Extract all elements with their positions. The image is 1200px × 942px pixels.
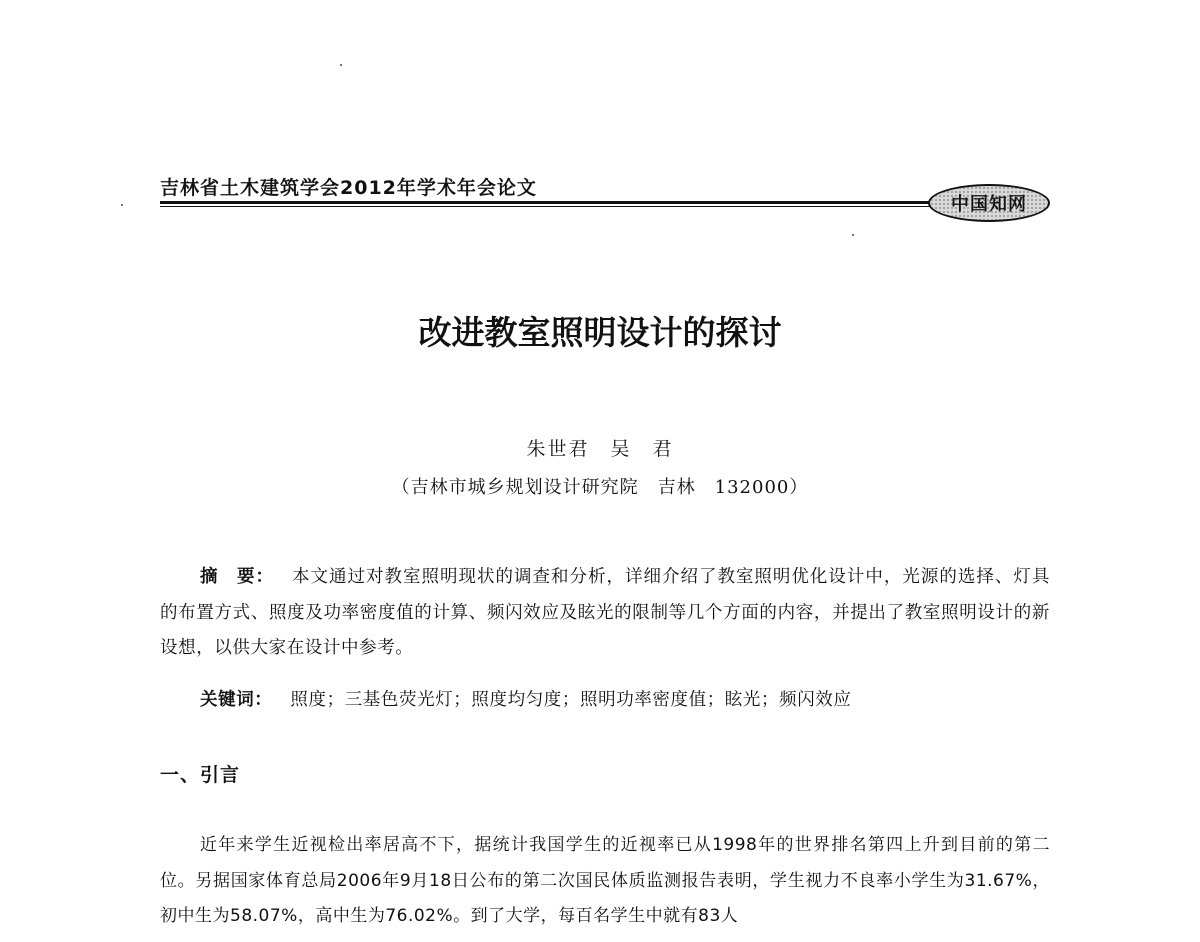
keywords <box>200 683 1050 719</box>
scan-speck <box>852 234 854 236</box>
header-rule <box>160 201 935 204</box>
header-rule-thin <box>160 206 935 207</box>
abstract-text: 本文通过对教室照明现状的调查和分析，详细介绍了教室照明优化设计中，光源的选择、灯具的布置方式、照度及功率密度值的计算、频闪效应及眩光的限制等几个方面的内容，并提出了教室照明设计的新设想，以供大家在设计中参考。 <box>160 567 1050 658</box>
paper-title: 改进教室照明设计的探讨 <box>418 313 782 352</box>
keywords-label: 关键词： <box>200 690 273 710</box>
introduction-paragraph: 近年来学生近视检出率居高不下，据统计我国学生的近视率已从1998年的世界排名第四上升到目前的第二位。另据国家体育总局2006年9月18日公布的第二次国民体质监测报告表明，学生视力不良率小学生为31.67%，初中生为58.07%，高中生为76.02%。到了大学，每百名学生中就有83人 <box>160 835 1050 926</box>
scan-speck <box>121 204 123 206</box>
cnki-logo <box>928 184 1050 222</box>
cnki-logo-text: 中国知网 <box>951 194 1027 215</box>
keywords-text: 照度；三基色荧光灯；照度均匀度；照明功率密度值；眩光；频闪效应 <box>290 690 852 710</box>
section-heading-introduction: 一、引言 <box>160 764 241 786</box>
paper-affiliation: （吉林市城乡规划设计研究院 吉林 132000） <box>391 477 809 498</box>
abstract <box>160 560 1050 667</box>
conference-header: 吉林省土木建筑学会2012年学术年会论文 <box>160 177 537 199</box>
paper-authors: 朱世君 吴 君 <box>526 438 674 460</box>
abstract-label: 摘 要： <box>200 567 274 587</box>
scan-speck <box>340 64 342 66</box>
